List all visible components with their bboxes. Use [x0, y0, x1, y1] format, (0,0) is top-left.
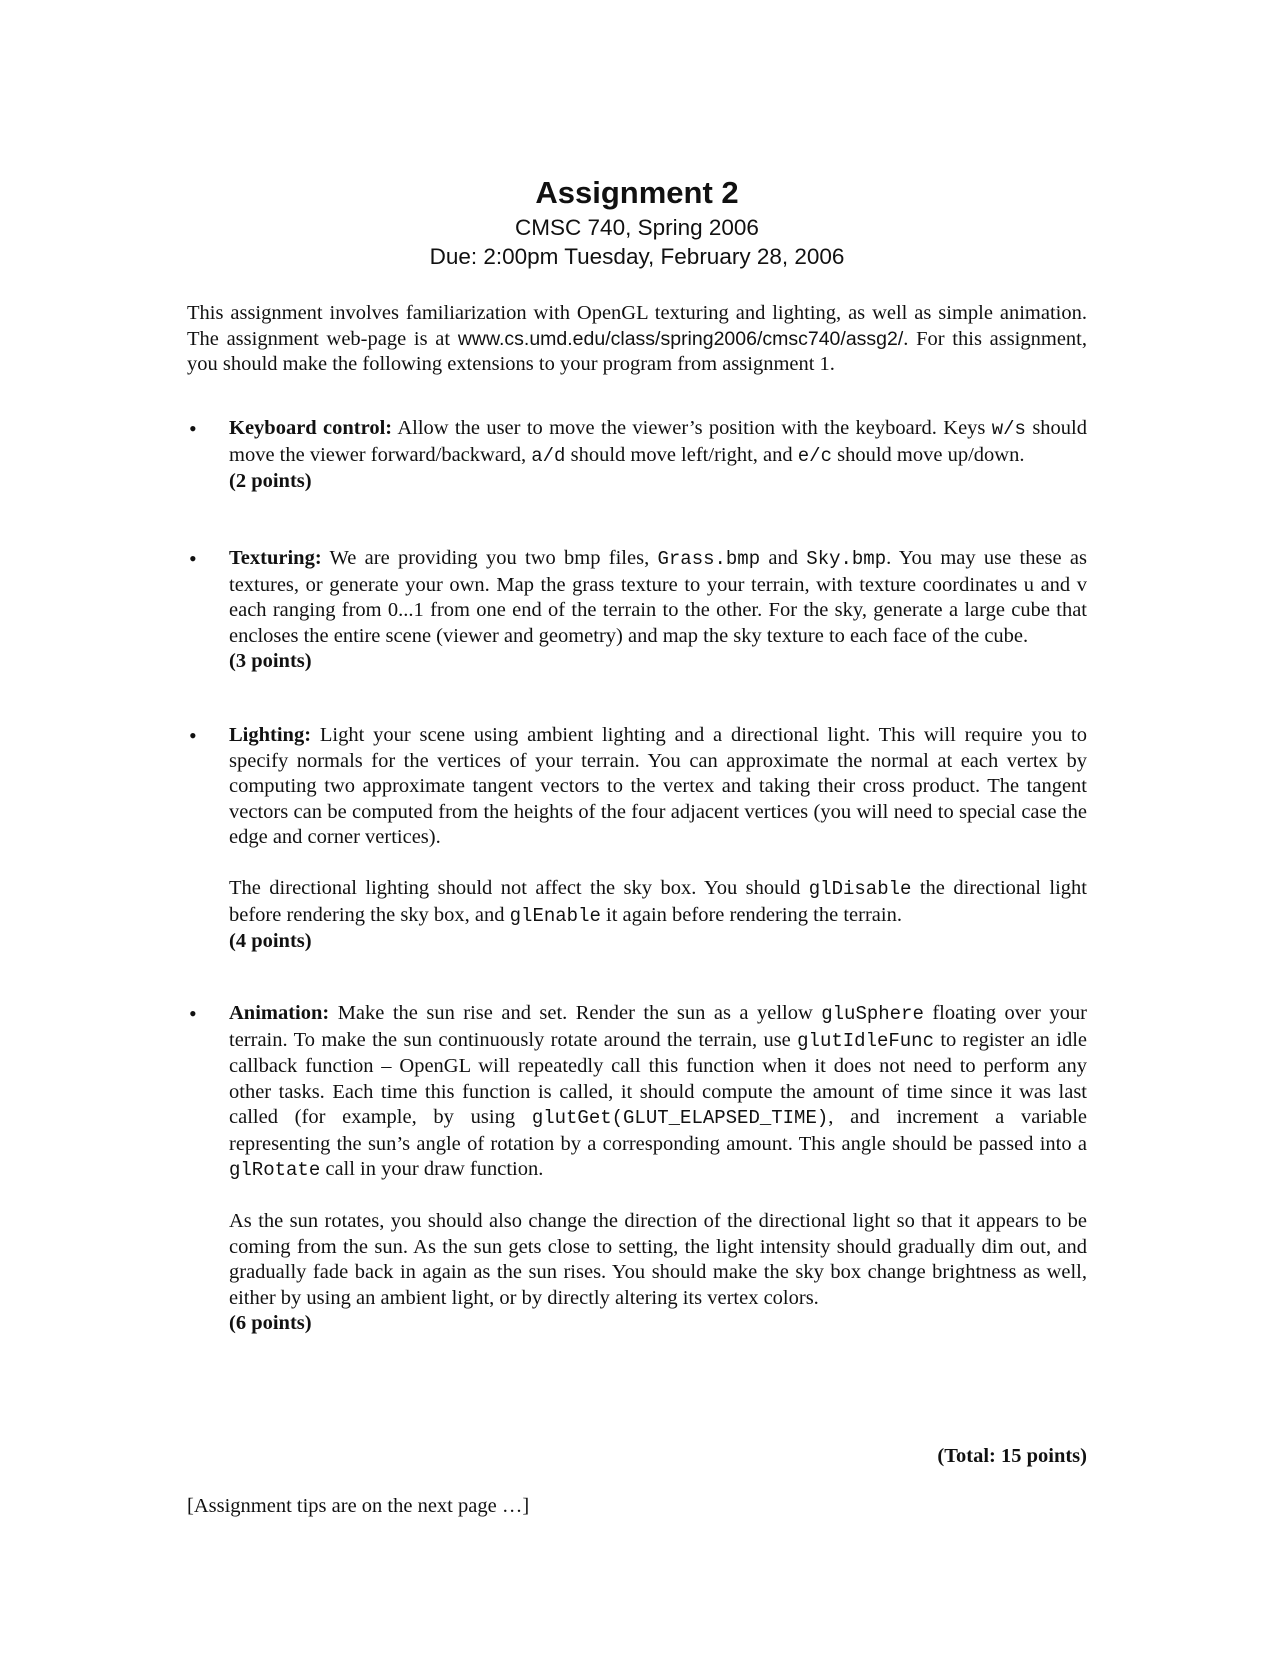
bullet-marker: • — [189, 416, 197, 441]
task-keyboard-control — [187, 416, 1087, 495]
total-points: (Total: 15 points) — [937, 1445, 1087, 1467]
task-lighting — [187, 723, 1087, 955]
bullet-marker: • — [189, 1001, 197, 1026]
assignment-url: www.cs.umd.edu/class/spring2006/cmsc740/assg2/ — [457, 327, 904, 350]
paragraph-gap — [229, 851, 1087, 877]
code-glenable: glEnable — [509, 904, 601, 927]
task-text: should move the viewer forward/backward, — [229, 417, 1087, 466]
code-grass-file: Grass.bmp — [657, 548, 761, 570]
task-text: to register an idle callback function – OpenGL will repeatedly call this function when it does not need to perform any other tasks. Each time this function is called, it should compute the amount of time since it was last called (for example, by using — [229, 1028, 1087, 1128]
code-glusphere: gluSphere — [821, 1003, 924, 1025]
task-text: The directional lighting should not affect the sky box. You should — [229, 877, 809, 899]
task-text: it again before rendering the terrain. — [600, 903, 902, 926]
task-body — [229, 416, 1087, 495]
task-text: , and increment a variable representing the sun’s angle of rotation by a corresponding amount. This angle should be passed into a — [229, 1106, 1087, 1155]
task-description-continued: As the sun rotates, you should also change the direction of the directional light so that it appears to be coming from the sun. As the sun gets close to setting, the light intensity should gradually dim out, and gradually fade back in again as the sun rises. You should make the sky box change brightness as well, either by using an ambient light, or by directly altering its vertex colors. — [229, 1210, 1087, 1309]
task-text: should move left/right, and — [565, 443, 798, 466]
code-sky-file: Sky.bmp — [806, 548, 887, 570]
code-gldisable: glDisable — [808, 878, 912, 900]
task-description-continued — [229, 876, 1087, 929]
next-page-note: [Assignment tips are on the next page …] — [187, 1495, 530, 1517]
task-text: floating over your terrain. To make the sun continuously rotate around the terrain, use — [229, 1002, 1088, 1051]
task-description — [229, 1001, 1087, 1184]
task-text: and — [760, 547, 807, 569]
task-body — [229, 1001, 1087, 1337]
due-date-line: Due: 2:00pm Tuesday, February 28, 2006 — [429, 244, 845, 269]
task-text: Allow the user to move the viewer’s position with the keyboard. Keys — [392, 417, 992, 439]
code-glrotate: glRotate — [229, 1159, 321, 1181]
paragraph-gap — [229, 1184, 1087, 1210]
code-glutidlefunc: glutIdleFunc — [797, 1029, 934, 1052]
code-glutget: glutGet(GLUT_ELAPSED_TIME) — [531, 1107, 829, 1129]
task-description — [229, 416, 1087, 469]
code-keys-up-down: e/c — [797, 444, 832, 467]
code-keys-left-right: a/d — [531, 444, 566, 467]
task-heading: Texturing: — [229, 547, 322, 569]
document-header — [187, 173, 1087, 271]
task-text: call in your draw function. — [320, 1158, 544, 1180]
task-body — [229, 546, 1087, 675]
bullet-marker: • — [189, 723, 197, 748]
task-heading: Animation: — [229, 1002, 330, 1024]
task-description — [229, 723, 1087, 851]
task-text: the directional light before rendering the sky box, and — [229, 877, 1087, 926]
intro-paragraph — [187, 301, 1087, 378]
assignment-title: Assignment 2 — [535, 175, 739, 210]
task-text: Make the sun rise and set. Render the sun as a yellow — [329, 1002, 822, 1024]
code-keys-forward-backward: w/s — [991, 418, 1026, 440]
intro-text-end: . For this assignment, you should make the following extensions to your program from assignment 1. — [187, 327, 1087, 375]
task-points: (4 points) — [229, 930, 312, 952]
task-text: . You may use these as textures, or generate your own. Map the grass texture to your terrain, with texture coordinates u and v each ranging from 0...1 from one end of the terrain to the other. For the sky, generate a large cube that encloses the entire scene (viewer and geometry) and map the sky texture to each face of the cube. — [229, 547, 1087, 647]
task-texturing — [187, 546, 1087, 675]
bullet-marker: • — [189, 546, 197, 571]
task-text: should move up/down. — [831, 443, 1025, 466]
task-text: Light your scene using ambient lighting and a directional light. This will require you to specify normals for the vertices of your terrain. You can approximate the normal at each vertex by computing two approximate tangent vectors to the vertex and taking their cross product. The tangent vectors can be computed from the heights of the four adjacent vertices (you will need to special case the edge and corner vertices). — [229, 724, 1087, 848]
task-heading: Keyboard control: — [229, 417, 393, 439]
task-animation — [187, 1001, 1087, 1337]
task-heading: Lighting: — [229, 724, 312, 746]
task-points: (3 points) — [229, 650, 312, 672]
task-points: (6 points) — [229, 1312, 312, 1334]
course-line: CMSC 740, Spring 2006 — [515, 215, 759, 240]
intro-text-start: This assignment involves familiarization with OpenGL texturing and lighting, as well as simple animation. The assignment web-page is at — [187, 302, 1087, 350]
task-body — [229, 723, 1087, 955]
task-points: (2 points) — [229, 470, 312, 492]
task-text: We are providing you two bmp files, — [321, 547, 658, 569]
task-description — [229, 546, 1087, 649]
